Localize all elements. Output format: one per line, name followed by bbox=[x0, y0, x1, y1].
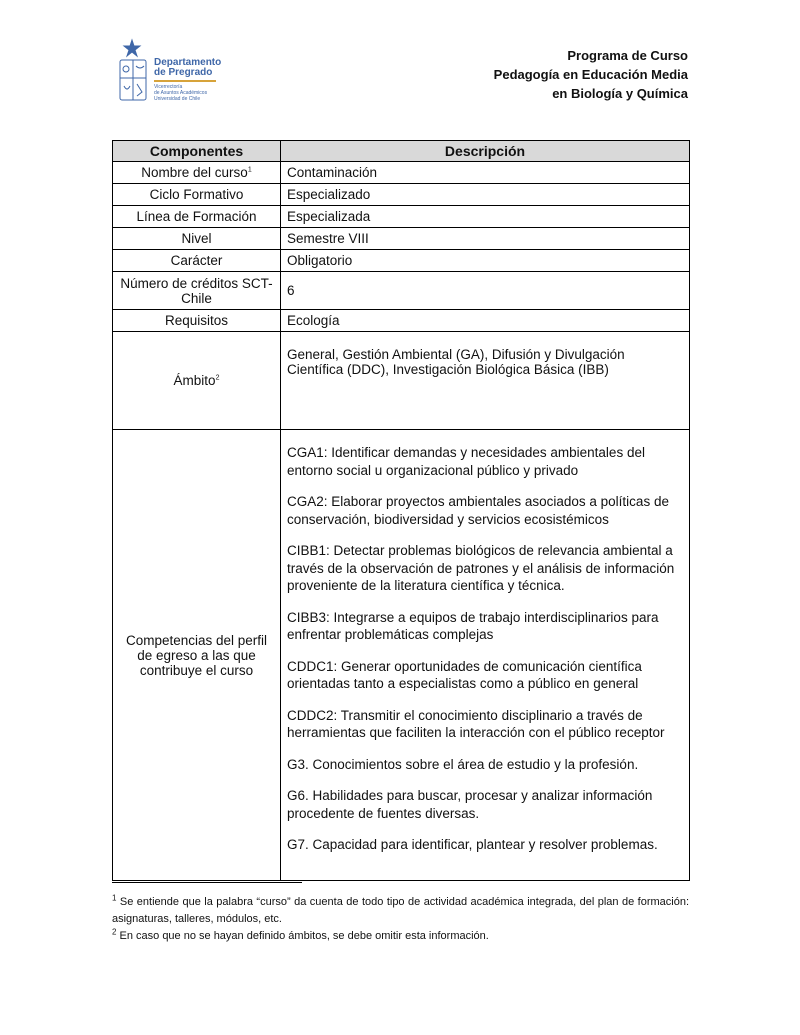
table-row bbox=[113, 228, 690, 250]
logo-line-1: Departamento bbox=[154, 57, 222, 68]
row-label: Número de créditos SCT-Chile bbox=[113, 272, 281, 310]
row-label: Línea de Formación bbox=[113, 206, 281, 228]
table-row bbox=[113, 206, 690, 228]
row-label: Nivel bbox=[113, 228, 281, 250]
footnote-ref: 1 bbox=[247, 166, 252, 174]
row-value: Especializada bbox=[281, 206, 690, 228]
footnotes bbox=[112, 882, 689, 945]
university-seal-icon bbox=[112, 38, 152, 104]
row-label: Requisitos bbox=[113, 310, 281, 332]
row-value: General, Gestión Ambiental (GA), Difusión y Divulgación Científica (DDC), Investigación Biológica Básica (IBB) bbox=[281, 332, 690, 430]
competencia-item: G3. Conocimientos sobre el área de estudio y la profesión. bbox=[287, 756, 639, 772]
document-header bbox=[494, 46, 688, 103]
competencia-item: G6. Habilidades para buscar, procesar y analizar información procedente de fuentes diversas. bbox=[287, 788, 653, 821]
footnote-ref: 2 bbox=[215, 374, 220, 382]
row-value: Obligatorio bbox=[281, 250, 690, 272]
footnote-1 bbox=[112, 894, 689, 928]
footnote-text: Se entiende que la palabra “curso” da cuenta de todo tipo de actividad académica integrada, del plan de formación: asignaturas, talleres, módulos, etc. bbox=[112, 896, 689, 925]
logo-line-5: Universidad de Chile bbox=[154, 95, 201, 102]
table-row bbox=[113, 310, 690, 332]
competencia-item: CGA1: Identificar demandas y necesidades ambientales del entorno social u organizacional público y privado bbox=[287, 445, 645, 478]
table-row bbox=[113, 332, 690, 430]
footnote-divider bbox=[112, 882, 302, 883]
header-line-2: Pedagogía en Educación Media bbox=[493, 67, 688, 82]
column-header-componentes: Componentes bbox=[113, 141, 281, 162]
row-label-text: Ámbito bbox=[173, 373, 216, 388]
header-line-3: en Biología y Química bbox=[552, 86, 688, 101]
competencia-item: CIBB3: Integrarse a equipos de trabajo interdisciplinarios para enfrentar problemáticas complejas bbox=[287, 609, 659, 642]
footnote-text: En caso que no se hayan definido ámbitos, se debe omitir esta información. bbox=[119, 930, 489, 942]
table-row bbox=[113, 250, 690, 272]
logo-line-2: de Pregrado bbox=[154, 67, 213, 78]
table-row bbox=[113, 184, 690, 206]
table-header-row bbox=[113, 141, 690, 162]
header-line-1: Programa de Curso bbox=[567, 48, 688, 63]
competencia-item: CDDC2: Transmitir el conocimiento disciplinario a través de herramientas que faciliten la interacción con el público receptor bbox=[287, 707, 665, 740]
competencia-item: CDDC1: Generar oportunidades de comunicación científica orientadas tanto a especialistas como a público en general bbox=[287, 658, 642, 691]
row-value: Ecología bbox=[281, 310, 690, 332]
row-label: Ciclo Formativo bbox=[113, 184, 281, 206]
row-label: Carácter bbox=[113, 250, 281, 272]
footnote-mark: 2 bbox=[112, 927, 117, 937]
logo-divider bbox=[154, 80, 216, 82]
competencia-item: G7. Capacidad para identificar, plantear y resolver problemas. bbox=[287, 837, 658, 852]
row-label-text: Nombre del curso bbox=[141, 165, 248, 180]
row-value: Contaminación bbox=[281, 162, 690, 184]
competencias-list bbox=[281, 430, 690, 881]
competencias-label: Competencias del perfil de egreso a las que contribuye el curso bbox=[113, 430, 281, 881]
row-value: 6 bbox=[281, 272, 690, 310]
table-row bbox=[113, 430, 690, 881]
row-value: Especializado bbox=[281, 184, 690, 206]
footnote-mark: 1 bbox=[112, 893, 117, 903]
table-row bbox=[113, 272, 690, 310]
column-header-descripcion: Descripción bbox=[281, 141, 690, 162]
logo-line-3: Vicerrectoría bbox=[154, 83, 183, 90]
course-components-table bbox=[112, 140, 690, 881]
row-value: Semestre VIII bbox=[281, 228, 690, 250]
row-label bbox=[113, 332, 281, 430]
competencia-item: CGA2: Elaborar proyectos ambientales asociados a políticas de conservación, biodiversidad y servicios ecosistémicos bbox=[287, 494, 669, 527]
logo-line-4: de Asuntos Académicos bbox=[154, 89, 208, 96]
footnote-2 bbox=[112, 928, 689, 945]
institution-logo bbox=[112, 38, 232, 104]
table-row bbox=[113, 162, 690, 184]
competencia-item: CIBB1: Detectar problemas biológicos de relevancia ambiental a través de la observación de patrones y el análisis de información proveniente de la literatura científica y técnica. bbox=[287, 543, 675, 593]
row-label bbox=[113, 162, 281, 184]
